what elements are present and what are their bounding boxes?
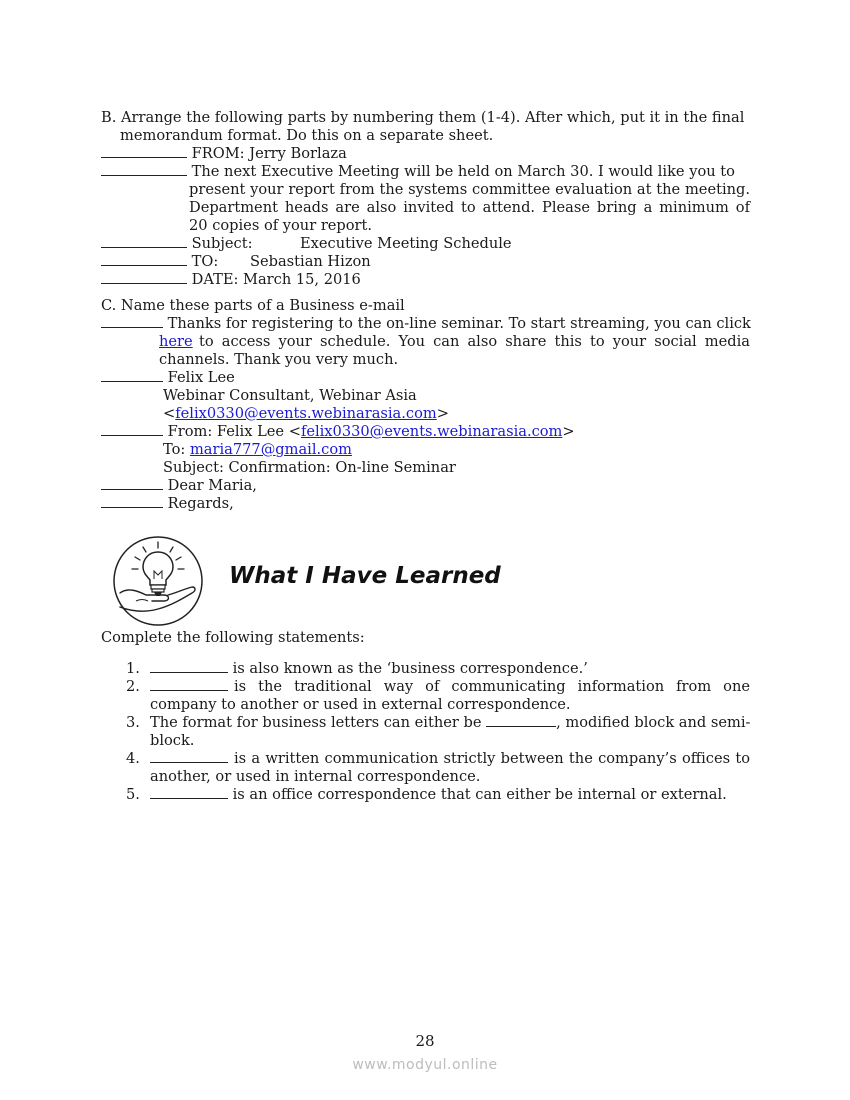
email-body-line1: Thanks for registering to the on-line seminar. To start streaming, you can click bbox=[167, 315, 751, 332]
answer-blank[interactable] bbox=[150, 660, 228, 673]
answer-blank[interactable] bbox=[101, 145, 187, 158]
memo-to-value: Sebastian Hizon bbox=[250, 253, 371, 270]
list-number: 1. bbox=[126, 660, 140, 677]
list-item-1 bbox=[150, 660, 588, 677]
email-body-line3: channels. Thank you very much. bbox=[159, 351, 399, 368]
answer-blank[interactable] bbox=[150, 786, 228, 799]
memo-to-row bbox=[101, 253, 218, 270]
list-item-5 bbox=[150, 786, 727, 803]
signature-title: Webinar Consultant, Webinar Asia bbox=[163, 387, 417, 404]
answer-blank[interactable] bbox=[150, 678, 228, 691]
answer-blank[interactable] bbox=[101, 253, 187, 266]
signature-name: Felix Lee bbox=[167, 369, 235, 386]
item-text-cont: another, or used in internal correspondence. bbox=[150, 768, 481, 785]
closing: Regards, bbox=[167, 495, 234, 512]
memo-subject-label: Subject: bbox=[191, 235, 253, 252]
item-text: is an office correspondence that can either be internal or external. bbox=[232, 786, 727, 803]
email-signature-row bbox=[101, 369, 235, 386]
header-to-prefix: To: bbox=[163, 441, 190, 458]
page-number: 28 bbox=[415, 1032, 435, 1050]
header-from-suffix: > bbox=[562, 423, 575, 440]
section-b-instruction-line2: memorandum format. Do this on a separate sheet. bbox=[120, 127, 494, 144]
header-to-line bbox=[163, 441, 352, 458]
memo-body-row bbox=[101, 163, 735, 180]
item-text-tail: , modified block and semi- bbox=[556, 714, 751, 731]
item-text: The format for business letters can either be bbox=[150, 714, 482, 731]
angle-close: > bbox=[436, 405, 449, 422]
email-header-row bbox=[101, 423, 575, 440]
answer-blank[interactable] bbox=[486, 714, 556, 727]
answer-blank[interactable] bbox=[101, 495, 163, 508]
signature-email-line bbox=[163, 405, 449, 422]
memo-to-label: TO: bbox=[191, 253, 219, 270]
lightbulb-hand-icon bbox=[112, 535, 204, 627]
salutation: Dear Maria, bbox=[167, 477, 257, 494]
header-subject: Subject: Confirmation: On-line Seminar bbox=[163, 459, 456, 476]
item-text-cont: block. bbox=[150, 732, 195, 749]
answer-blank[interactable] bbox=[101, 163, 187, 176]
item-text-cont: company to another or used in external correspondence. bbox=[150, 696, 571, 713]
memo-body-line2: present your report from the systems committee evaluation at the meeting. bbox=[189, 181, 750, 198]
signature-email-link[interactable]: felix0330@events.webinarasia.com bbox=[175, 405, 437, 422]
memo-from-row bbox=[101, 145, 347, 162]
section-b-instruction-line1: B. Arrange the following parts by numbering them (1-4). After which, put it in the final bbox=[101, 109, 745, 126]
memo-subject-value: Executive Meeting Schedule bbox=[300, 235, 512, 252]
email-body-row bbox=[101, 315, 751, 332]
learned-intro: Complete the following statements: bbox=[101, 629, 365, 646]
here-link[interactable]: here bbox=[159, 333, 193, 350]
memo-body-line4: 20 copies of your report. bbox=[189, 217, 373, 234]
memo-date-row bbox=[101, 271, 361, 288]
answer-blank[interactable] bbox=[101, 477, 163, 490]
item-text: is the traditional way of communicating information from one bbox=[234, 678, 750, 695]
section-title: What I Have Learned bbox=[229, 563, 501, 589]
memo-date: DATE: March 15, 2016 bbox=[191, 271, 361, 288]
memo-subject-row bbox=[101, 235, 253, 252]
list-number: 4. bbox=[126, 750, 140, 767]
answer-blank[interactable] bbox=[101, 423, 163, 436]
memo-body-line1: The next Executive Meeting will be held on March 30. I would like you to bbox=[191, 163, 735, 180]
email-closing-row bbox=[101, 495, 234, 512]
memo-from: FROM: Jerry Borlaza bbox=[191, 145, 347, 162]
answer-blank[interactable] bbox=[150, 750, 228, 763]
header-from-prefix: From: Felix Lee < bbox=[167, 423, 301, 440]
item-text: is also known as the ‘business correspondence.’ bbox=[232, 660, 588, 677]
watermark: www.modyul.online bbox=[352, 1057, 498, 1073]
list-item-3 bbox=[150, 714, 750, 731]
email-salutation-row bbox=[101, 477, 257, 494]
email-body-line2 bbox=[159, 333, 750, 350]
section-c-instruction: C. Name these parts of a Business e-mail bbox=[101, 297, 405, 314]
header-to-email-link[interactable]: maria777@gmail.com bbox=[189, 441, 352, 458]
answer-blank[interactable] bbox=[101, 271, 187, 284]
item-text: is a written communication strictly between the company’s offices to bbox=[234, 750, 750, 767]
answer-blank[interactable] bbox=[101, 235, 187, 248]
list-item-2 bbox=[150, 678, 750, 695]
angle-open: < bbox=[163, 405, 176, 422]
header-from-email-link[interactable]: felix0330@events.webinarasia.com bbox=[300, 423, 563, 440]
email-body-line2-text: to access your schedule. You can also share this to your social media bbox=[199, 333, 750, 350]
memo-body-line3: Department heads are also invited to attend. Please bring a minimum of bbox=[189, 199, 750, 216]
list-number: 2. bbox=[126, 678, 140, 695]
answer-blank[interactable] bbox=[101, 369, 163, 382]
list-item-4 bbox=[150, 750, 750, 767]
answer-blank[interactable] bbox=[101, 315, 163, 328]
list-number: 5. bbox=[126, 786, 140, 803]
list-number: 3. bbox=[126, 714, 140, 731]
